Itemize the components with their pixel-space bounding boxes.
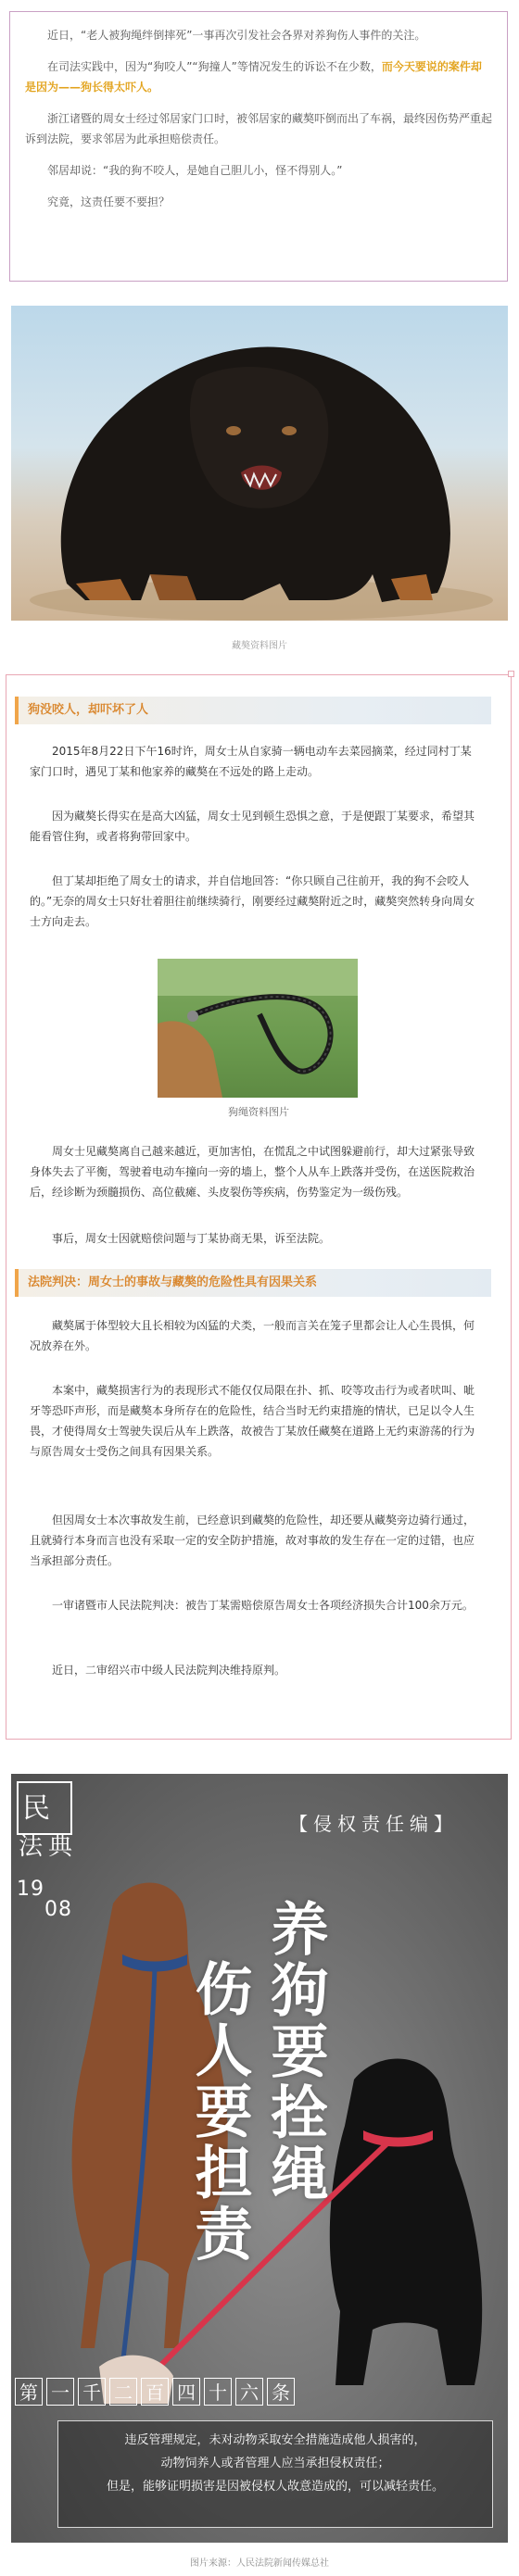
article-number-char: 二 <box>109 2378 137 2406</box>
photo-caption: 狗绳资料图片 <box>228 1106 289 1118</box>
body-paragraph: 藏獒属于体型较大且长相较为凶猛的犬类，一般而言关在笼子里都会让人心生畏惧，何况放养在外。 <box>30 1319 475 1352</box>
mastiff-illustration <box>11 306 508 621</box>
article-number-char: 千 <box>78 2378 106 2406</box>
intro-paragraph: 近日，“老人被狗绳绊倒摔死”一事再次引发社会各界对养狗伤人事件的关注。 <box>47 29 426 42</box>
article-number-char: 第 <box>15 2378 43 2406</box>
body-paragraph: 周女士见藏獒离自己越来越近，更加害怕，在慌乱之中试图躲避前行，却大过紧张导致身体失去了平衡，驾驶着电动车撞向一旁的墙上，整个人从车上跌落并受伤，在送医院救治后，经诊断为颈髓损伤、高位截瘫、头皮裂伤等疾病，伤势鉴定为一级伤残。 <box>30 1145 475 1199</box>
article-number-char: 一 <box>46 2378 74 2406</box>
intro-paragraph: 邻居却说：“我的狗不咬人，是她自己胆儿小，怪不得别人。” <box>47 164 343 177</box>
image-source: 图片来源：人民法院新闻传媒总社 <box>190 2558 329 2569</box>
logo-char: 典 <box>48 1833 73 1861</box>
section-heading: 法院判决：周女士的事故与藏獒的危险性具有因果关系 <box>15 1269 491 1297</box>
poster-number: 08 <box>44 1898 72 1921</box>
poster-number: 19 <box>17 1878 44 1901</box>
poster-title-right: 养狗要拴绳 <box>261 1899 329 2205</box>
body-paragraph: 近日，二审绍兴市中级人民法院判决维持原判。 <box>52 1664 286 1677</box>
section-heading: 狗没咬人，却吓坏了人 <box>15 697 491 724</box>
article-number-char: 十 <box>204 2378 232 2406</box>
body-paragraph: 本案中，藏獒损害行为的表现形式不能仅仅局限在扑、抓、咬等攻击行为或者吠叫、呲牙等恐吓声形，而是藏獒本身所存在的危险性，结合当时无约束措施的情状，已足以令人生畏，才使得周女士驾驶失误后从车上跌落，故被告丁某放任藏獒在道路上无约束游荡的行为与原告周女士受伤之间具有因果关系。 <box>30 1384 475 1458</box>
poster-title-left: 伤人要担责 <box>185 1959 253 2265</box>
body-paragraph: 但因周女士本次事故发生前，已经意识到藏獒的危险性，却还要从藏獒旁边骑行通过，且就骑行本身而言也没有采取一定的安全防护措施，故对事故的发生存在一定的过错，也应当承担部分责任。 <box>30 1514 475 1567</box>
body-paragraph: 事后，周女士因就赔偿问题与丁某协商无果，诉至法院。 <box>52 1232 331 1245</box>
law-text-box <box>57 2420 493 2528</box>
law-poster <box>11 1774 508 2543</box>
photo-caption: 藏獒资料图片 <box>232 641 287 651</box>
intro-highlight: 而今天要说的案件却是因为——狗长得太吓人。 <box>25 60 482 94</box>
article-number-char: 百 <box>141 2378 169 2406</box>
law-line: 但是，能够证明损害是因被侵权人故意造成的，可以减轻责任。 <box>106 2480 444 2494</box>
leash-illustration <box>158 959 358 1098</box>
mastiff-photo <box>11 306 508 621</box>
article-number-row <box>11 2378 508 2409</box>
logo-char: 法 <box>19 1833 44 1861</box>
law-line: 违反管理规定，未对动物采取安全措施造成他人损害的， <box>124 2433 426 2447</box>
leash-photo <box>158 959 358 1098</box>
intro-paragraph: 究竟，这责任要不要担？ <box>47 195 171 208</box>
law-line: 动物饲养人或者管理人应当承担侵权责任； <box>160 2457 390 2470</box>
article-number-char: 六 <box>235 2378 263 2406</box>
intro-paragraph: 浙江诸暨的周女士经过邻居家门口时，被邻居家的藏獒吓倒而出了车祸，最终因伤势严重起诉到法院，要求邻居为此承担赔偿责任。 <box>25 112 493 145</box>
article-number-char: 条 <box>267 2378 295 2406</box>
intro-box <box>9 11 508 282</box>
body-paragraph: 因为藏獒长得实在是高大凶猛，周女士见到顿生恐惧之意，于是便跟丁某要求，希望其能看管住狗，或者将狗带回家中。 <box>30 810 475 843</box>
logo-char: 民 <box>22 1792 50 1825</box>
body-paragraph: 但丁某却拒绝了周女士的请求，并自信地回答：“你只顾自己往前开，我的狗不会咬人的。”无奈的周女士只好壮着胆往前继续骑行，刚要经过藏獒附近之时，藏獒突然转身向周女士方向走去。 <box>30 874 475 928</box>
intro-paragraph <box>25 57 492 97</box>
poster-category: 【侵权责任编】 <box>289 1813 458 1835</box>
body-paragraph: 2015年8月22日下午16时许，周女士从自家骑一辆电动车去菜园摘菜，经过同村丁某家门口时，遇见丁某和他家养的藏獒在不远处的路上走动。 <box>30 745 472 778</box>
body-paragraph: 一审诸暨市人民法院判决：被告丁某需赔偿原告周女士各项经济损失合计100余万元。 <box>52 1599 474 1612</box>
article-number-char: 四 <box>172 2378 200 2406</box>
corner-marker <box>508 671 514 677</box>
intro-text: 在司法实践中，因为“狗咬人”“狗撞人”等情况发生的诉讼不在少数， <box>47 60 382 73</box>
